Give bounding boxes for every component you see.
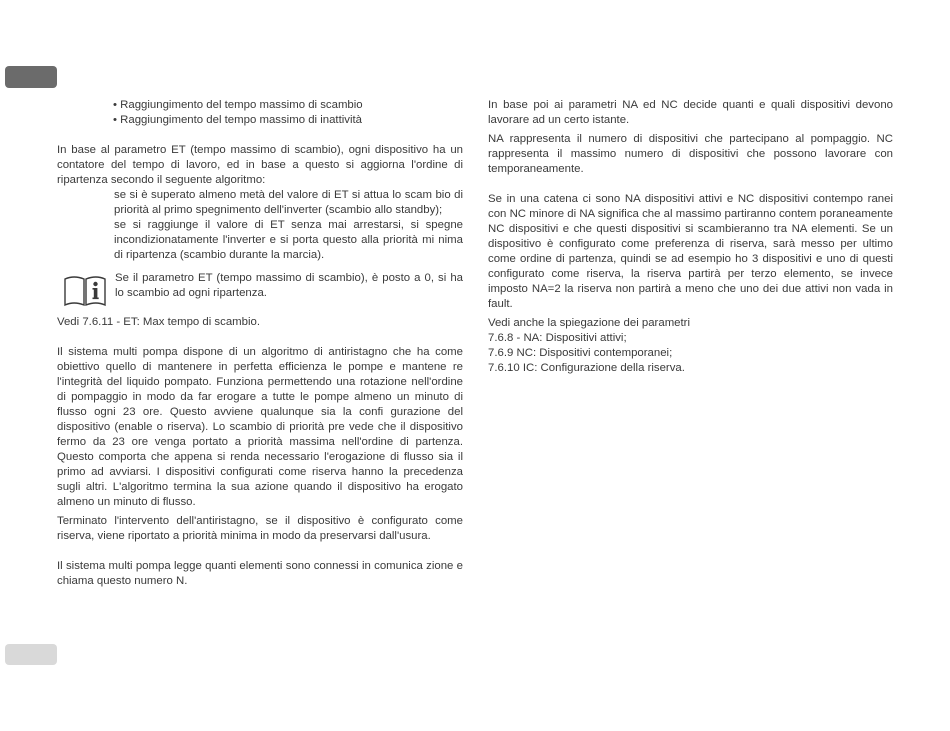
reference-line: 7.6.10 IC: Configurazione della riserva.: [488, 362, 685, 374]
paragraph-na-nc: In base poi ai parametri NA ed NC decide quanti e quali dispositivi devono lavorare ad un certo istante.: [488, 99, 893, 126]
page-tab-marker: [5, 66, 57, 88]
paragraph-elements-n: Il sistema multi pompa legge quanti elementi sono connessi in comunica zione e chiama questo numero N.: [57, 560, 463, 587]
paragraph-na-definition: NA rappresenta il numero di dispositivi che partecipano al pompaggio. NC rappresenta il massimo numero di dispositivi che possono lavorare con temporaneamente.: [488, 133, 893, 175]
paragraph-riserva: Terminato l'intervento dell'antiristagno, se il dispositivo è configurato come riserva, viene riportato a priorità minima in modo da preservarsi dall'usura.: [57, 515, 463, 542]
page-number-tab: [5, 644, 57, 665]
bullet-list: [57, 98, 463, 128]
paragraph-et-intro: In base al parametro ET (tempo massimo di scambio), ogni dispositivo ha un contatore del tempo di lavoro, ed in base a questo si aggiorna l'ordine di ripartenza secondo il seguente algoritmo:: [57, 144, 463, 186]
bullet-item: • Raggiungimento del tempo massimo di inattività: [113, 114, 363, 126]
reference-line: 7.6.9 NC: Dispositivi contemporanei;: [488, 347, 673, 359]
algorithm-step-1: se si è superato almeno metà del valore di ET si attua lo scam bio di priorità al primo spegnimento dell'inverter (scambio allo standby);: [114, 189, 463, 216]
left-column: [57, 98, 463, 589]
bullet-item: • Raggiungimento del tempo massimo di scambio: [113, 99, 363, 111]
paragraph-antiristagno: Il sistema multi pompa dispone di un algoritmo di antiristagno che ha come obiettivo quello di mantenere in perfetta efficienza le pompe e mantene re l'integrità del liquido pompato. Funziona permettendo una rotazione nell'ordine di pompaggio in modo da far erogare a tutte le pompe almeno un minuto di flusso ogni 23 ore. Questo avviene qualunque sia la confi gurazione del dispositivo (enable o riserva). Lo scambio di priorità pre vede che il dispositivo fermo da 23 ore venga portato a priorità massima nell'ordine di partenza. Questo comporta che appena si renda necessario l'erogazione di flusso sia il primo ad avviarsi. I dispositivi configurati come riserva hanno la precedenza sugli altri. L'algoritmo termina la sua azione quando il dispositivo ha erogato almeno un minuto di flusso.: [57, 346, 463, 508]
right-column: [488, 98, 893, 376]
reference-line: Vedi anche la spiegazione dei parametri: [488, 317, 690, 329]
manual-info-icon: [63, 273, 107, 307]
info-note: [57, 271, 463, 307]
reference-line: 7.6.8 - NA: Dispositivi attivi;: [488, 332, 627, 344]
reference-et: Vedi 7.6.11 - ET: Max tempo di scambio.: [57, 316, 261, 328]
paragraph-chain-example: Se in una catena ci sono NA dispositivi attivi e NC dispositivi contempo ranei con NC minore di NA significa che al massimo partiranno contem poraneamente NC dispositivi e che questi dispositivi si scambieranno tra NA elementi. Se un dispositivo è configurato come preferenza di riserva, sarà messo per ultimo come ordine di partenza, quindi se ad esempio ho 3 dispositivi e uno di questi configurato come riserva, la riserva partirà per terzo elemento, se invece imposto NA=2 la riserva non partirà a meno che uno dei due attivi non vada in fault.: [488, 193, 893, 310]
algorithm-step-2: se si raggiunge il valore di ET senza mai arrestarsi, si spegne incondizionatamente l'inverter e si porta questo alla priorità mi nima di ripartenza (scambio durante la marcia).: [114, 219, 463, 261]
info-note-text: Se il parametro ET (tempo massimo di scambio), è posto a 0, si ha lo scambio ad ogni ripartenza.: [115, 272, 463, 299]
